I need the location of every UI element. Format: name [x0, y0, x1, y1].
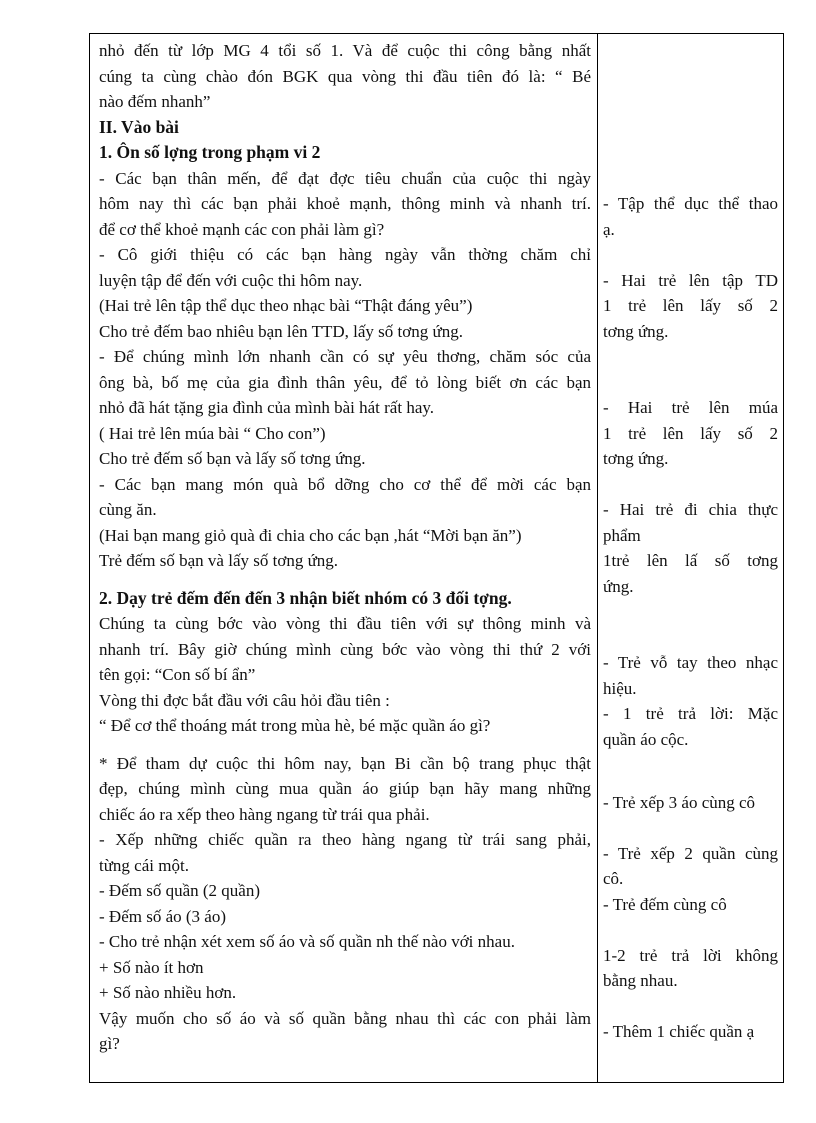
- text-line: để cơ thể khoẻ mạnh các con phải làm gì?: [99, 219, 385, 239]
- text-line: (Hai bạn mang giỏ quà đi chia cho các bạn ,hát “Mời bạn ăn”): [99, 525, 522, 545]
- text-line: - Trẻ đếm cùng cô: [603, 894, 727, 914]
- text-line: - Tập thể dục thể thao: [603, 194, 778, 213]
- text-line: - Trẻ xếp 2 quần cùng: [603, 843, 778, 863]
- text-line: - Trẻ vỗ tay theo nhạc: [603, 653, 778, 672]
- column-divider: [597, 33, 598, 1083]
- blank-line: [603, 64, 778, 90]
- blank-line: [603, 140, 778, 166]
- text-line: hôm nay thì các bạn phải khoẻ mạnh, thông minh và nhanh trí.: [99, 194, 591, 213]
- text-line: (Hai trẻ lên tập thể dục theo nhạc bài “Thật đáng yêu”): [99, 296, 473, 315]
- text-line: cô.: [603, 869, 624, 888]
- text-line: cùng ăn.: [99, 500, 157, 519]
- text-line: - Hai trẻ đi chia thực: [603, 500, 778, 519]
- text-line: nhanh trí. Bây giờ chúng mình cùng bớc vào vòng thi thứ 2 với: [99, 639, 591, 659]
- text-line: chiếc áo ra xếp theo hàng ngang từ trái qua phải.: [99, 804, 430, 824]
- text-line: - Hai trẻ lên múa: [603, 398, 778, 417]
- text-line: phẩm: [603, 525, 641, 545]
- text-line: 1-2 trẻ trả lời không: [603, 945, 778, 965]
- text-line: - Các bạn thân mến, để đạt đợc tiêu chuẩn của cuộc thi ngày: [99, 168, 591, 188]
- text-line: tơng ứng.: [603, 321, 669, 341]
- teacher-activity-column: [99, 38, 591, 1057]
- blank-line: [603, 472, 778, 498]
- text-line: cúng ta cùng chào đón BGK qua vòng thi đầu tiên đó là: “ Bé: [99, 66, 591, 86]
- blank-line: [603, 764, 778, 790]
- blank-line: [603, 344, 778, 370]
- spacer: [603, 752, 778, 764]
- text-line: nhỏ đã hát tặng gia đình của mình bài hát rất hay.: [99, 398, 435, 417]
- blank-line: [603, 38, 778, 64]
- text-line: gì?: [99, 1034, 120, 1053]
- text-line: * Để tham dự cuộc thi hôm nay, bạn Bi cần bộ trang phục thật: [99, 753, 591, 773]
- text-line: - Xếp những chiếc quần ra theo hàng ngang từ trái sang phải,: [99, 830, 591, 849]
- text-line: đẹp, chúng mình cùng mua quần áo giúp bạn hãy mang những: [99, 779, 591, 798]
- text-line: Vậy muốn cho số áo và số quần bằng nhau thì các con phải làm: [99, 1008, 591, 1028]
- section-heading: 2. Dạy trẻ đếm đến đến 3 nhận biết nhóm có 3 đối tợng.: [99, 587, 512, 608]
- blank-line: [603, 917, 778, 943]
- text-line: - Cho trẻ nhận xét xem số áo và số quần nh thế nào với nhau.: [99, 932, 515, 951]
- text-line: quần áo cộc.: [603, 729, 689, 749]
- text-line: + Số nào ít hơn: [99, 957, 204, 977]
- text-line: - Để chúng mình lớn nhanh cần có sự yêu thơng, chăm sóc của: [99, 347, 591, 366]
- text-line: - Thêm 1 chiếc quần ạ: [603, 1022, 755, 1041]
- text-line: 1 trẻ lên lấy số 2: [603, 423, 778, 443]
- text-line: ạ.: [603, 219, 615, 239]
- text-line: ông bà, bố mẹ của gia đình thân yêu, để tỏ lòng biết ơn các bạn: [99, 372, 591, 392]
- text-line: + Số nào nhiều hơn.: [99, 983, 237, 1002]
- text-line: - Đếm số áo (3 áo): [99, 906, 226, 926]
- blank-line: [603, 166, 778, 192]
- spacer: [99, 574, 591, 586]
- child-activity-column: [603, 38, 778, 1045]
- blank-line: [603, 815, 778, 841]
- section-heading: 1. Ôn số lợng trong phạm vi 2: [99, 142, 321, 162]
- text-line: tơng ứng.: [603, 449, 669, 468]
- text-line: nhỏ đến từ lớp MG 4 tổi số 1. Và để cuộc thi công bằng nhất: [99, 41, 591, 60]
- text-line: từng cái một.: [99, 855, 189, 875]
- blank-line: [603, 625, 778, 651]
- section-heading: II. Vào bài: [99, 116, 179, 137]
- blank-line: [603, 370, 778, 396]
- blank-line: [603, 242, 778, 268]
- text-line: ( Hai trẻ lên múa bài “ Cho con”): [99, 423, 326, 443]
- spacer: [99, 739, 591, 751]
- text-line: tên gọi: “Con số bí ẩn”: [99, 665, 256, 684]
- text-line: hiệu.: [603, 678, 637, 698]
- text-line: Trẻ đếm số bạn và lấy số tơng ứng.: [99, 551, 339, 570]
- text-line: - Trẻ xếp 3 áo cùng cô: [603, 792, 756, 812]
- text-line: Cho trẻ đếm bao nhiêu bạn lên TTD, lấy số tơng ứng.: [99, 321, 463, 341]
- text-line: - Đếm số quần (2 quần): [99, 881, 260, 900]
- text-line: nào đếm nhanh”: [99, 92, 211, 111]
- blank-line: [603, 994, 778, 1020]
- text-line: 1 trẻ lên lấy số 2: [603, 296, 778, 315]
- text-line: 1trẻ lên lấ số tơng: [603, 551, 778, 570]
- text-line: Chúng ta cùng bớc vào vòng thi đầu tiên với sự thông minh và: [99, 614, 591, 633]
- text-line: - 1 trẻ trả lời: Mặc: [603, 704, 778, 723]
- text-line: luyện tập để đến với cuộc thi hôm nay.: [99, 270, 363, 290]
- text-line: ứng.: [603, 576, 634, 596]
- text-line: bằng nhau.: [603, 971, 678, 990]
- text-line: Vòng thi đợc bắt đầu với câu hỏi đầu tiên :: [99, 690, 390, 710]
- blank-line: [603, 115, 778, 141]
- text-line: - Hai trẻ lên tập TD: [603, 270, 778, 290]
- text-line: “ Để cơ thể thoáng mát trong mùa hè, bé mặc quần áo gì?: [99, 716, 491, 735]
- text-line: Cho trẻ đếm số bạn và lấy số tơng ứng.: [99, 449, 366, 468]
- text-line: - Cô giới thiệu có các bạn hàng ngày vẫn thờng chăm chỉ: [99, 245, 591, 264]
- blank-line: [603, 599, 778, 625]
- blank-line: [603, 89, 778, 115]
- text-line: - Các bạn mang món quà bổ dỡng cho cơ thể để mời các bạn: [99, 474, 591, 494]
